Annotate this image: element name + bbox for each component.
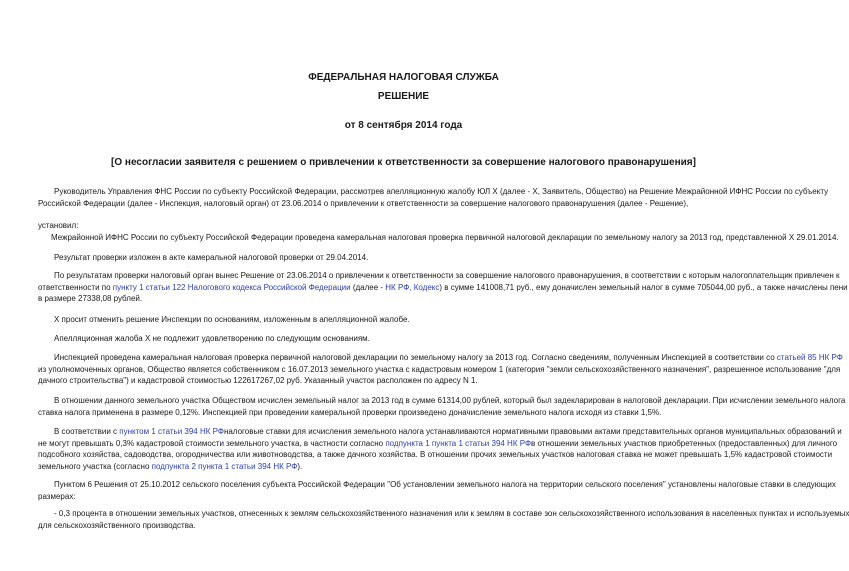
document-date: от 8 сентября 2014 года <box>344 120 463 131</box>
agency-title: ФЕДЕРАЛЬНАЯ НАЛОГОВАЯ СЛУЖБА <box>308 72 499 83</box>
text-span: ) в сумме 141008,71 руб., ему доначислен земельный налог в сумме 705044,00 руб., а также начислены пени <box>439 282 848 292</box>
text-span: ответственности по <box>38 282 113 292</box>
paragraph-denied <box>38 333 768 345</box>
paragraph-tax-rates <box>38 426 842 472</box>
link-tax-code[interactable]: НК РФ, Кодекс <box>385 282 440 292</box>
link-article-394-sub2[interactable]: подпункта 2 пункта 1 статьи 394 НК РФ <box>151 461 298 471</box>
text-line <box>38 282 848 294</box>
text-line: размерах: <box>38 491 76 501</box>
link-article-122[interactable]: пункту 1 статьи 122 Налогового кодекса Российской Федерации <box>112 282 351 292</box>
text-line: Результат проверки изложен в акте камеральной налоговой проверки от 29.04.2014. <box>54 253 369 262</box>
text-line: Руководитель Управления ФНС России по субъекту Российской Федерации, рассмотрев апелляционную жалобу ЮЛ Х (далее - Х, Заявитель, Общество) на Решение Межрайонной ИФНС России по субъекту <box>54 187 829 196</box>
text-line: По результатам проверки налоговый орган вынес Решение от 23.06.2014 о привлечении к ответственности за совершение налогового правонарушения, в соответствии с которым налогоплательщик привлечен к <box>54 271 840 280</box>
text-line: в размере 27338,08 рублей. <box>38 294 143 303</box>
text-line <box>38 426 842 438</box>
paragraph-intro <box>38 186 829 209</box>
text-span: (далее - <box>350 282 386 292</box>
text-line: Российской Федерации (далее - Инспекция, налоговый орган) от 23.06.2014 о привлечении к ответственности за совершение налогового правонарушения (далее - Решение), <box>38 198 689 208</box>
text-span: ). <box>297 461 303 471</box>
text-line: установил: <box>38 221 79 230</box>
document-subject: [О несогласии заявителя с решением о привлечении к ответственности за совершение налогового правонарушения] <box>111 157 696 168</box>
text-line: дачного строительства") и кадастровой стоимостью 122617267,02 руб. Указанный участок расположен по адресу N 1. <box>38 376 478 385</box>
text-line: подсобного хозяйства, садоводства, огородничества или животноводства, а также дачного хозяйства. В отношении прочих земельных участков налоговая ставка не может превышать 1,5% кадастровой стоимости <box>38 450 833 459</box>
text-span: налоговые ставки для исчисления земельного налога устанавливаются нормативными правовыми актами представительных органов муниципальных образований и <box>223 427 842 436</box>
paragraph-rate-item <box>38 508 849 531</box>
paragraph-act <box>38 252 768 264</box>
text-line: для сельскохозяйственного производства. <box>38 520 196 530</box>
link-article-85[interactable]: статьей 85 НК РФ <box>776 353 843 362</box>
text-line: Пунктом 6 Решения от 25.10.2012 сельского поселения субъекта Российской Федерации "Об установлении земельного налога на территории сельского поселения" установлены налоговые ставки в следующих <box>54 480 836 489</box>
text-span: в отношении земельных участков приобретенных (предоставленных) для личного <box>531 438 838 448</box>
paragraph-request <box>38 314 768 326</box>
paragraph-results <box>38 270 848 305</box>
link-article-394-sub1[interactable]: подпункта 1 пункта 1 статьи 394 НК РФ <box>385 438 532 448</box>
text-line: Х просит отменить решение Инспекции по основаниям, изложенным в апелляционной жалобе. <box>54 315 410 324</box>
paragraph-decision <box>38 479 836 502</box>
text-line <box>38 438 838 450</box>
text-line: Межрайонной ИФНС России по субъекту Российской Федерации проведена камеральная налоговая проверка первичной налоговой декларации по земельному налогу за 2013 год, представленной Х 29.01.2014. <box>51 232 839 242</box>
text-span: земельного участка (согласно <box>38 461 152 471</box>
text-line <box>38 352 843 364</box>
text-span: Инспекцией проведена камеральная налоговая проверка первичной налоговой декларации по земельному налогу за 2013 год. Согласно сведениям, полученным Инспекцией в соответствии со <box>54 353 777 362</box>
text-span: не могут превышать 0,3% кадастровой стоимости земельного участка, в частности согласно <box>38 438 386 448</box>
paragraph-established <box>38 220 839 243</box>
text-line: Апелляционная жалоба Х не подлежит удовлетворению по следующим основаниям. <box>54 334 370 343</box>
paragraph-inspection <box>38 352 843 387</box>
text-line: ставка налога применена в размере 0,12%. Инспекцией при проведении камеральной проверки произведено доначисление земельного налога исходя из ставки 1,5%. <box>38 407 662 417</box>
text-line: - 0,3 процента в отношении земельных участков, отнесенных к землям сельскохозяйственного назначения или к землям в составе зон сельскохозяйственного использования в населенных пунктах и используемых <box>54 509 849 518</box>
link-article-394-p1[interactable]: пунктом 1 статьи 394 НК РФ <box>119 427 224 436</box>
paragraph-land-tax <box>38 395 846 418</box>
text-line: В отношении данного земельного участка Обществом исчислен земельный налог за 2013 год в сумме 61314,00 рублей, который был задекларирован в налоговой декларации. При исчислении земельного налога <box>54 396 846 405</box>
text-line <box>38 461 768 473</box>
document-type: РЕШЕНИЕ <box>377 91 430 102</box>
text-line: из уполномоченных органов, Общество является собственником с 16.07.2013 земельного участка с кадастровым номером 1 (категория "земли сельскохозяйственного назначения", разрешенное использование "для <box>38 364 841 374</box>
text-span: В соответствии с <box>54 427 120 436</box>
